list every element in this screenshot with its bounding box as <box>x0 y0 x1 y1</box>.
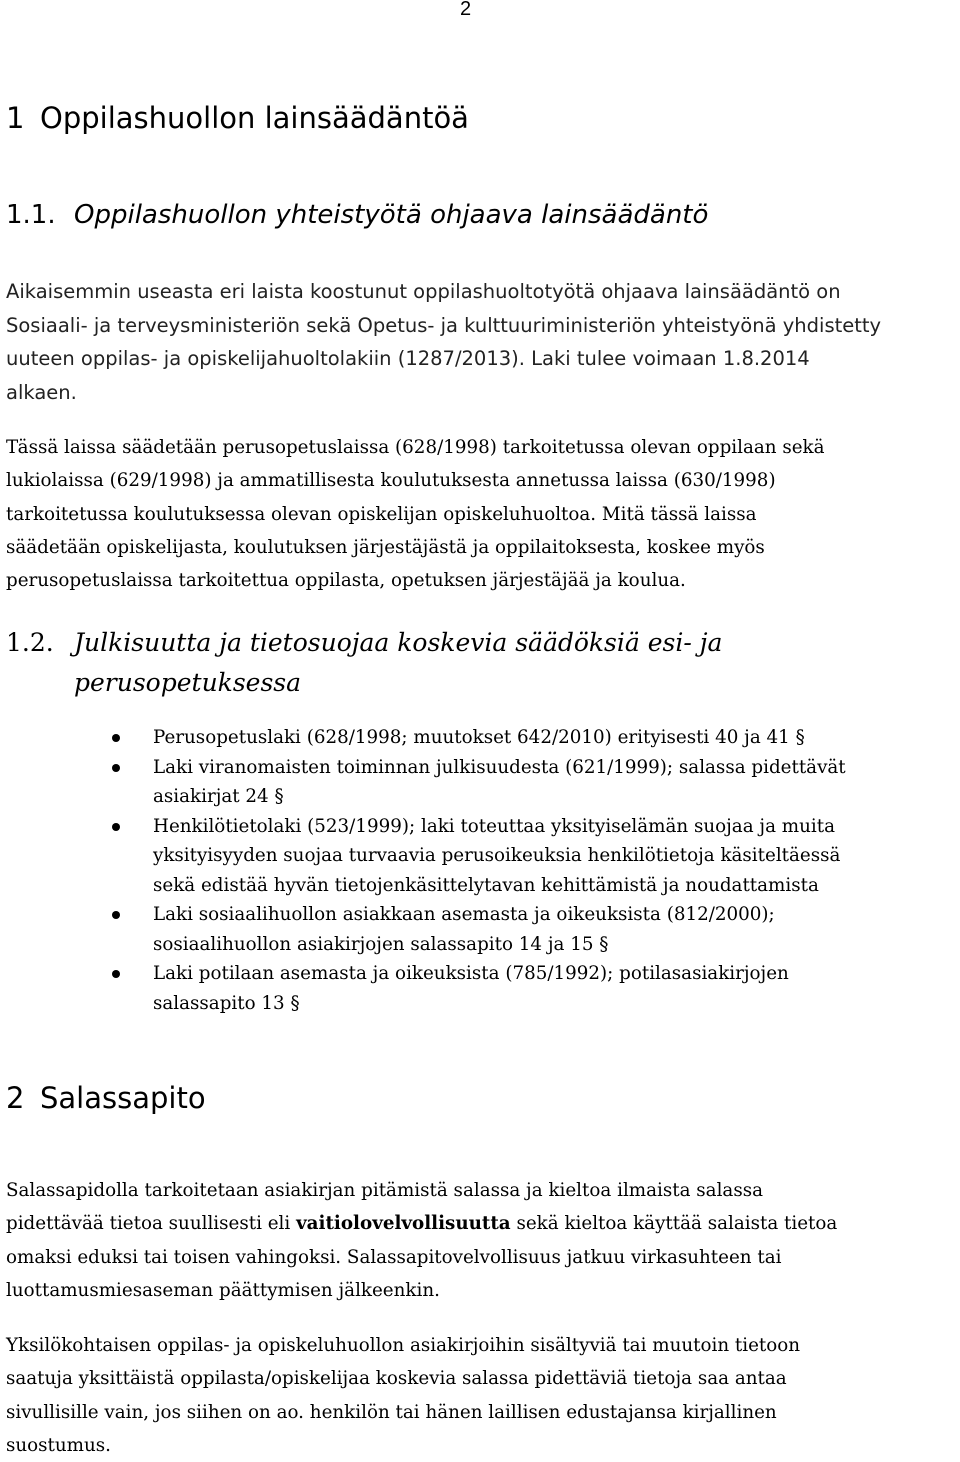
section-1-heading <box>6 98 469 138</box>
section-1-2-title-line-2: perusopetuksessa <box>74 668 302 697</box>
bullet-icon <box>112 823 120 831</box>
section-2-title: Salassapito <box>40 1081 206 1115</box>
text-line: luottamusmiesaseman päättymisen jälkeenkin. <box>6 1279 440 1301</box>
list-item <box>112 959 846 1018</box>
list-item-line: asiakirjat 24 § <box>153 786 284 807</box>
text-line: säädetään opiskelijasta, koulutuksen järjestäjästä ja oppilaitoksesta, koskee myös <box>6 536 765 558</box>
text-line: omaksi eduksi tai toisen vahingoksi. Salassapitovelvollisuus jatkuu virkasuhteen tai <box>6 1246 782 1268</box>
text-segment: pidettävää tietoa suullisesti eli <box>6 1213 297 1235</box>
text-segment: sekä kieltoa käyttää salaista tietoa <box>510 1213 838 1235</box>
bullet-icon <box>112 764 120 772</box>
text-line: tarkoitetussa koulutuksessa olevan opiskelijan opiskeluhuoltoa. Mitä tässä laissa <box>6 503 757 525</box>
section-1-1-title: Oppilashuollon yhteistyötä ohjaava lainsäädäntö <box>74 200 709 230</box>
text-line: perusopetuslaissa tarkoitettua oppilasta, opetuksen järjestäjää ja koulua. <box>6 570 686 592</box>
bullet-icon <box>112 970 120 978</box>
list-item-line: salassapito 13 § <box>153 992 300 1014</box>
list-item-line: yksityisyyden suojaa turvaavia perusoikeuksia henkilötietoja käsiteltäessä <box>153 845 841 866</box>
emphasized-term: vaitiolovelvollisuutta <box>296 1213 511 1235</box>
list-item-line: Laki sosiaalihuollon asiakkaan asemasta ja oikeuksista (812/2000); <box>153 904 775 925</box>
page-number: 2 <box>460 0 472 20</box>
text-line: alkaen. <box>6 380 77 404</box>
text-line: Yksilökohtaisen oppilas- ja opiskeluhuollon asiakirjoihin sisältyviä tai muutoin tietoon <box>6 1335 801 1356</box>
text-line: saatuja yksittäistä oppilasta/opiskelijaa koskevia salassa pidettäviä tietoja saa antaa <box>6 1368 787 1390</box>
list-item-line: Laki potilaan asemasta ja oikeuksista (785/1992); potilasasiakirjojen <box>153 963 789 984</box>
text-line: Tässä laissa säädetään perusopetuslaissa (628/1998) tarkoitetussa olevan oppilaan sekä <box>6 437 825 458</box>
section-2-paragraph-2 <box>6 1329 800 1462</box>
section-2-number: 2 <box>6 1081 25 1115</box>
bullet-icon <box>112 734 120 742</box>
text-line: Sosiaali- ja terveysministeriön sekä Opetus- ja kulttuuriministeriön yhteistyönä yhdistetty <box>6 313 882 337</box>
text-line: Salassapidolla tarkoitetaan asiakirjan pitämistä salassa ja kieltoa ilmaista salassa <box>6 1180 763 1201</box>
section-1-1-number: 1.1. <box>6 200 56 230</box>
text-line <box>6 1207 837 1240</box>
text-line: suostumus. <box>6 1434 111 1456</box>
list-item <box>112 812 846 901</box>
section-1-1-paragraph-2 <box>6 431 825 597</box>
text-line: sivullisille vain, jos siihen on ao. henkilön tai hänen laillisen edustajansa kirjallinen <box>6 1401 777 1423</box>
section-1-1-heading <box>6 196 708 234</box>
text-line: lukiolaissa (629/1998) ja ammatillisesta koulutuksesta annetussa laissa (630/1998) <box>6 470 776 492</box>
list-item-line: Perusopetuslaki (628/1998; muutokset 642/2010) erityisesti 40 ja 41 § <box>153 727 805 748</box>
section-1-2-title-line-1: Julkisuutta ja tietosuojaa koskevia säädöksiä esi- ja <box>74 628 723 657</box>
list-item-line: sekä edistää hyvän tietojenkäsittelytavan kehittämistä ja noudattamista <box>153 874 819 896</box>
section-1-1-paragraph-1 <box>6 275 881 409</box>
section-1-number: 1 <box>6 101 25 135</box>
legislation-list <box>112 723 846 1018</box>
list-item <box>112 753 846 812</box>
bullet-icon <box>112 911 120 919</box>
list-item <box>112 723 846 753</box>
section-1-2-heading <box>6 623 722 703</box>
list-item-line: sosiaalihuollon asiakirjojen salassapito 14 ja 15 § <box>153 933 609 955</box>
section-1-title: Oppilashuollon lainsäädäntöä <box>40 101 469 135</box>
text-line: Aikaisemmin useasta eri laista koostunut oppilashuoltotyötä ohjaava lainsäädäntö on <box>6 280 841 303</box>
text-line: uuteen oppilas- ja opiskelijahuoltolakiin (1287/2013). Laki tulee voimaan 1.8.2014 <box>6 347 810 371</box>
section-2-paragraph-1 <box>6 1174 837 1307</box>
section-2-heading <box>6 1078 206 1118</box>
section-1-2-number: 1.2. <box>6 628 54 657</box>
list-item <box>112 900 846 959</box>
list-item-line: Laki viranomaisten toiminnan julkisuudesta (621/1999); salassa pidettävät <box>153 756 846 778</box>
list-item-line: Henkilötietolaki (523/1999); laki toteuttaa yksityiselämän suojaa ja muita <box>153 815 835 837</box>
